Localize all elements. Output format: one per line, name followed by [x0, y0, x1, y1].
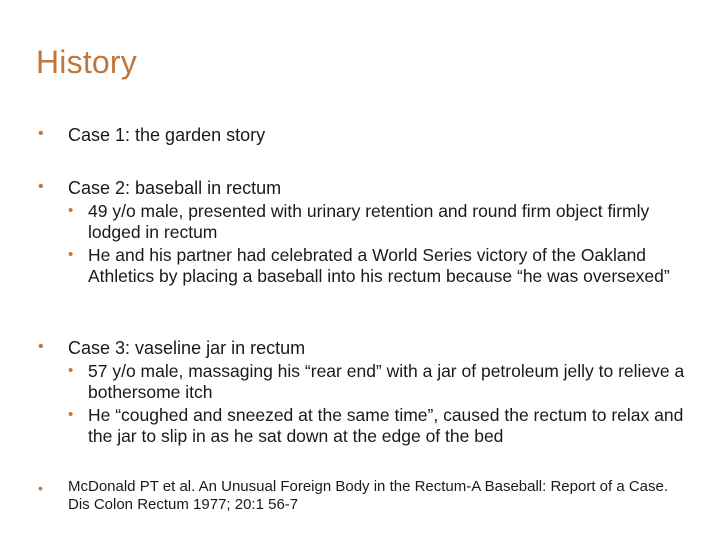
case-1-text: Case 1: the garden story — [68, 125, 266, 145]
bullet-dot-icon: • — [68, 362, 74, 379]
slide-title: History — [36, 44, 137, 80]
bullet-dot-icon: • — [68, 246, 74, 263]
sub-item-text: He “coughed and sneezed at the same time”, caused the rectum to relax and the jar to slip in as he sat down at the edge of the bed — [88, 405, 684, 446]
bullet-dot-icon: • — [38, 178, 44, 195]
bullet-dot-icon: • — [38, 338, 44, 355]
case-2-text: Case 2: baseball in rectum — [68, 178, 282, 198]
bullet-dot-icon: • — [68, 406, 74, 423]
sub-item-text: 49 y/o male, presented with urinary retention and round firm object firmly lodged in rectum — [88, 201, 650, 242]
bullet-dot-icon: • — [68, 202, 74, 219]
case-3-text: Case 3: vaseline jar in rectum — [68, 338, 306, 358]
bullet-dot-icon: • — [38, 125, 44, 142]
bullet-dot-icon: • — [38, 480, 43, 496]
reference-text: McDonald PT et al. An Unusual Foreign Body in the Rectum-A Baseball: Report of a Case. Dis Colon Rectum 1977; 20:1 56-7 — [68, 478, 669, 513]
sub-item-text: He and his partner had celebrated a World Series victory of the Oakland Athletics by placing a baseball into his rectum because “he was oversexed” — [88, 245, 670, 286]
sub-item-text: 57 y/o male, massaging his “rear end” with a jar of petroleum jelly to relieve a bothersome itch — [88, 361, 685, 402]
